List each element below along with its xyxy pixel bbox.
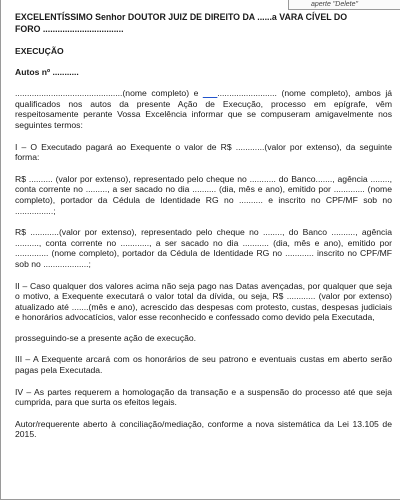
intro-part-1: .............................................(nome completo) e (15, 88, 203, 99)
closing-paragraph: Autor/requerente aberto à conciliação/mediação, conforme a nova sistemática da Lei 13.105 de 2015. (15, 418, 392, 440)
intro-link[interactable]: ___ (202, 88, 218, 99)
intro-part-2: ......................... (nome completo), ambos já qualificados nos autos da presente Ação de Execução, processo em epígrafe, vêm respeitosamente perante Vossa Excelência informar que se compuseram amigavelmente nos seguintes termos: (15, 88, 393, 130)
clause-3: III – A Exequente arcará com os honorários de seu patrono e eventuais custas em aberto serão pagas pela Executada. (15, 354, 392, 376)
section-title: EXECUÇÃO (15, 46, 64, 56)
autos-number: Autos nº ........... (15, 66, 79, 77)
continuation: prosseguindo-se a presente ação de execução. (15, 332, 197, 343)
clause-1: I – O Executado pagará ao Exequente o valor de R$ ............(valor por extenso), da seguinte forma: (15, 141, 392, 163)
clause-4: IV – As partes requerem a homologação da transação e a suspensão do processo até que seja cumprida, para que surta os efeitos legais. (15, 386, 392, 408)
document-body (15, 12, 392, 440)
intro-paragraph (15, 88, 392, 130)
payment-2: R$ ............(valor por extenso), representado pelo cheque no ........, do Banco .........., agência .........., conta corrente no ............, a ser sacado no dia ........... (dia, mês e ano), emitido por .............. (nome completo), portador da Cédula de Identidade RG no ............ inscrito no CPF/MF sob no ...................; (15, 227, 392, 269)
delete-hint: aperte "Delete" (288, 0, 400, 10)
header-line-1: EXCELENTÍSSIMO Senhor DOUTOR JUIZ DE DIREITO DA ......a VARA CÍVEL DO (15, 12, 348, 22)
header-line-2: FORO ................................. (15, 23, 124, 34)
payment-1: R$ .......... (valor por extenso), representado pelo cheque no ........... do Banco......., agência ........, conta corrente no ........., a ser sacado no dia .......... (dia, mês e ano), emitido por ............. (nome completo), portador da Cédula de Identidade RG no .......... e inscrito no CPF/MF sob no ................; (15, 173, 392, 216)
clause-2: II – Caso qualquer dos valores acima não seja pago nas Datas avençadas, por qualquer que seja o motivo, a Exequente executará o valor total da dívida, ou seja, R$ ............ (valor por extenso) atualizado até .......(mês e ano), acrescido das despesas com protesto, custas, despesas judiciais e honorários advocatícios, valor esse reconhecido e confessado como devido pela Executada, (15, 280, 392, 323)
